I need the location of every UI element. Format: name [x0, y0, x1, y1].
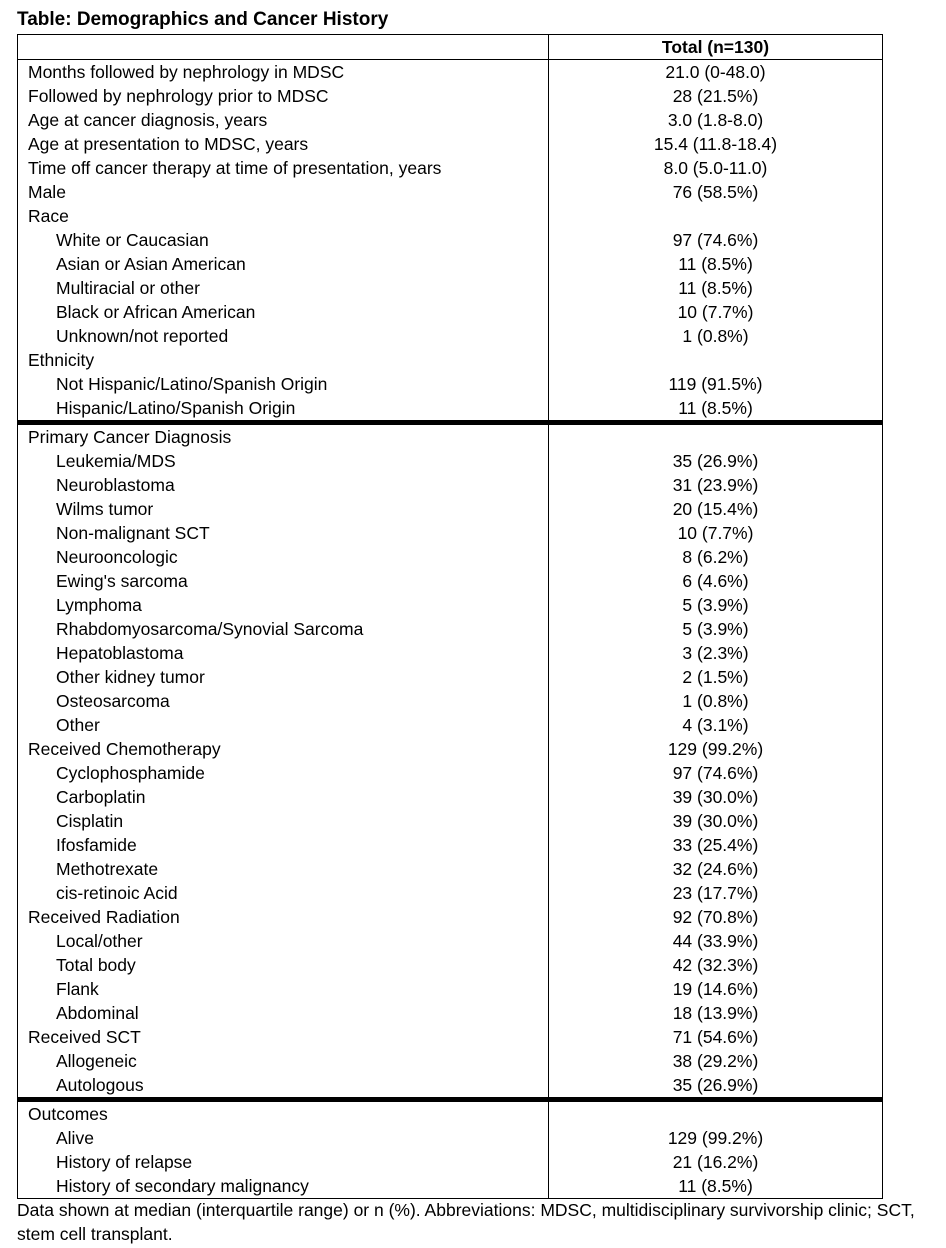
row-value: 3.0 (1.8-8.0)	[549, 108, 883, 132]
row-label: Black or African American	[18, 300, 549, 324]
row-value: 97 (74.6%)	[549, 228, 883, 252]
row-value: 5 (3.9%)	[549, 617, 883, 641]
row-label: Primary Cancer Diagnosis	[18, 423, 549, 450]
row-value: 42 (32.3%)	[549, 953, 883, 977]
row-value: 1 (0.8%)	[549, 689, 883, 713]
row-value: 35 (26.9%)	[549, 449, 883, 473]
row-label: Asian or Asian American	[18, 252, 549, 276]
row-label: Flank	[18, 977, 549, 1001]
row-label: Months followed by nephrology in MDSC	[18, 60, 549, 85]
table-row	[18, 1174, 883, 1199]
table-row	[18, 300, 883, 324]
table-row	[18, 180, 883, 204]
table-row	[18, 396, 883, 423]
row-value: 97 (74.6%)	[549, 761, 883, 785]
row-value: 8 (6.2%)	[549, 545, 883, 569]
row-label: Non-malignant SCT	[18, 521, 549, 545]
row-label: Not Hispanic/Latino/Spanish Origin	[18, 372, 549, 396]
table-row	[18, 977, 883, 1001]
row-value: 23 (17.7%)	[549, 881, 883, 905]
row-value: 15.4 (11.8-18.4)	[549, 132, 883, 156]
row-label: Carboplatin	[18, 785, 549, 809]
row-label: Received Chemotherapy	[18, 737, 549, 761]
row-value: 5 (3.9%)	[549, 593, 883, 617]
row-label: Time off cancer therapy at time of presentation, years	[18, 156, 549, 180]
row-value: 2 (1.5%)	[549, 665, 883, 689]
row-label: Hepatoblastoma	[18, 641, 549, 665]
row-value: 44 (33.9%)	[549, 929, 883, 953]
row-value: 39 (30.0%)	[549, 785, 883, 809]
row-label: White or Caucasian	[18, 228, 549, 252]
table-row	[18, 324, 883, 348]
row-value: 18 (13.9%)	[549, 1001, 883, 1025]
row-label: Male	[18, 180, 549, 204]
table-row	[18, 108, 883, 132]
table-row	[18, 785, 883, 809]
row-value: 11 (8.5%)	[549, 1174, 883, 1199]
row-value: 8.0 (5.0-11.0)	[549, 156, 883, 180]
row-value: 3 (2.3%)	[549, 641, 883, 665]
row-value: 11 (8.5%)	[549, 252, 883, 276]
row-value: 4 (3.1%)	[549, 713, 883, 737]
table-row	[18, 929, 883, 953]
row-value	[549, 1100, 883, 1127]
table-row	[18, 449, 883, 473]
row-value	[549, 204, 883, 228]
row-label: cis-retinoic Acid	[18, 881, 549, 905]
table-body	[18, 60, 883, 1199]
row-label: Race	[18, 204, 549, 228]
table-row	[18, 228, 883, 252]
row-value: 129 (99.2%)	[549, 1126, 883, 1150]
table-title: Table: Demographics and Cancer History	[17, 9, 389, 30]
row-label: Unknown/not reported	[18, 324, 549, 348]
row-label: Lymphoma	[18, 593, 549, 617]
demographics-table	[17, 34, 883, 1199]
table-row	[18, 617, 883, 641]
row-label: Osteosarcoma	[18, 689, 549, 713]
table-row	[18, 276, 883, 300]
table-row	[18, 833, 883, 857]
row-label: Wilms tumor	[18, 497, 549, 521]
row-value: 11 (8.5%)	[549, 396, 883, 423]
table-row	[18, 1100, 883, 1127]
row-value: 119 (91.5%)	[549, 372, 883, 396]
table-row	[18, 473, 883, 497]
table-row	[18, 1073, 883, 1100]
row-value: 28 (21.5%)	[549, 84, 883, 108]
row-value: 33 (25.4%)	[549, 833, 883, 857]
row-label: Followed by nephrology prior to MDSC	[18, 84, 549, 108]
table-row	[18, 545, 883, 569]
table-row	[18, 857, 883, 881]
table-row	[18, 497, 883, 521]
row-value	[549, 348, 883, 372]
row-value: 20 (15.4%)	[549, 497, 883, 521]
table-row	[18, 881, 883, 905]
row-label: History of secondary malignancy	[18, 1174, 549, 1199]
row-label: Methotrexate	[18, 857, 549, 881]
table-row	[18, 1049, 883, 1073]
table-row	[18, 665, 883, 689]
table-row	[18, 521, 883, 545]
row-value	[549, 423, 883, 450]
row-label: Hispanic/Latino/Spanish Origin	[18, 396, 549, 423]
header-label-cell	[18, 35, 549, 60]
row-value: 129 (99.2%)	[549, 737, 883, 761]
row-value: 38 (29.2%)	[549, 1049, 883, 1073]
row-value: 76 (58.5%)	[549, 180, 883, 204]
row-value: 32 (24.6%)	[549, 857, 883, 881]
table-row	[18, 423, 883, 450]
row-value: 21 (16.2%)	[549, 1150, 883, 1174]
row-value: 11 (8.5%)	[549, 276, 883, 300]
row-label: Other kidney tumor	[18, 665, 549, 689]
table-row	[18, 156, 883, 180]
table-footnote: Data shown at median (interquartile range) or n (%). Abbreviations: MDSC, multidisciplinary survivorship clinic; SCT, stem cell transplant.	[17, 1200, 915, 1244]
row-label: Cyclophosphamide	[18, 761, 549, 785]
row-label: Ethnicity	[18, 348, 549, 372]
table-row	[18, 348, 883, 372]
row-label: Leukemia/MDS	[18, 449, 549, 473]
table-row	[18, 84, 883, 108]
table-row	[18, 1150, 883, 1174]
row-value: 92 (70.8%)	[549, 905, 883, 929]
table-row	[18, 252, 883, 276]
table-row	[18, 737, 883, 761]
table-row	[18, 1025, 883, 1049]
table-row	[18, 641, 883, 665]
row-label: Abdominal	[18, 1001, 549, 1025]
table-row	[18, 60, 883, 85]
table-row	[18, 689, 883, 713]
row-label: Outcomes	[18, 1100, 549, 1127]
row-value: 35 (26.9%)	[549, 1073, 883, 1100]
table-row	[18, 809, 883, 833]
row-value: 10 (7.7%)	[549, 300, 883, 324]
table-header-row	[18, 35, 883, 60]
row-label: Neurooncologic	[18, 545, 549, 569]
row-label: Cisplatin	[18, 809, 549, 833]
row-value: 71 (54.6%)	[549, 1025, 883, 1049]
row-label: Ewing's sarcoma	[18, 569, 549, 593]
table-row	[18, 713, 883, 737]
table-row	[18, 905, 883, 929]
table-row	[18, 761, 883, 785]
row-value: 10 (7.7%)	[549, 521, 883, 545]
row-label: Ifosfamide	[18, 833, 549, 857]
table-row	[18, 1126, 883, 1150]
table-row	[18, 1001, 883, 1025]
table-row	[18, 953, 883, 977]
row-value: 31 (23.9%)	[549, 473, 883, 497]
row-label: Autologous	[18, 1073, 549, 1100]
row-label: Age at cancer diagnosis, years	[18, 108, 549, 132]
row-label: Rhabdomyosarcoma/Synovial Sarcoma	[18, 617, 549, 641]
row-value: 19 (14.6%)	[549, 977, 883, 1001]
row-value: 21.0 (0-48.0)	[549, 60, 883, 85]
row-label: Local/other	[18, 929, 549, 953]
row-label: History of relapse	[18, 1150, 549, 1174]
header-total-cell: Total (n=130)	[549, 35, 883, 60]
row-value: 6 (4.6%)	[549, 569, 883, 593]
table-row	[18, 593, 883, 617]
row-label: Allogeneic	[18, 1049, 549, 1073]
table-row	[18, 132, 883, 156]
row-value: 39 (30.0%)	[549, 809, 883, 833]
row-label: Received Radiation	[18, 905, 549, 929]
table-row	[18, 204, 883, 228]
row-label: Total body	[18, 953, 549, 977]
table-row	[18, 372, 883, 396]
row-label: Age at presentation to MDSC, years	[18, 132, 549, 156]
row-value: 1 (0.8%)	[549, 324, 883, 348]
row-label: Alive	[18, 1126, 549, 1150]
row-label: Neuroblastoma	[18, 473, 549, 497]
row-label: Received SCT	[18, 1025, 549, 1049]
table-row	[18, 569, 883, 593]
row-label: Multiracial or other	[18, 276, 549, 300]
row-label: Other	[18, 713, 549, 737]
